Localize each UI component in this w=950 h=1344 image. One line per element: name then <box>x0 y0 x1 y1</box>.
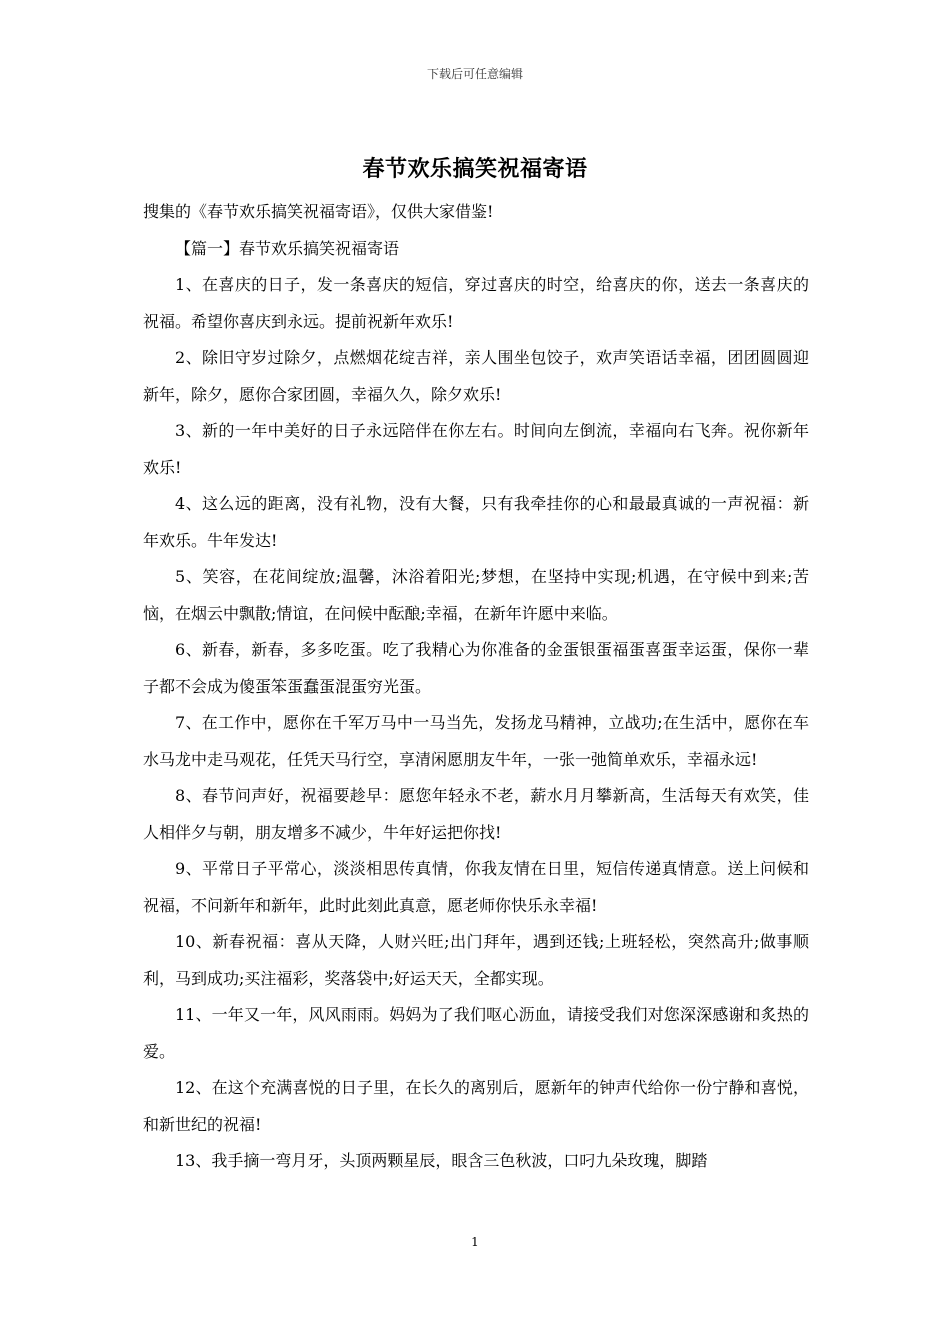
page-number: 1 <box>471 1235 479 1249</box>
wish-paragraph: 7、在工作中，愿你在千军万马中一马当先，发扬龙马精神，立战功;在生活中，愿你在车水马龙中走马观花，任凭天马行空，享清闲愿朋友牛年，一张一弛简单欢乐，幸福永远! <box>143 713 809 769</box>
section-heading: 【篇一】春节欢乐搞笑祝福寄语 <box>175 238 400 258</box>
wish-paragraph: 8、春节问声好，祝福要趁早：愿您年轻永不老，薪水月月攀新高，生活每天有欢笑，佳人相伴夕与朝，朋友增多不减少，牛年好运把你找! <box>143 786 809 842</box>
page-header: 下载后可任意编辑 <box>426 67 523 81</box>
wish-paragraph: 13、我手摘一弯月牙，头顶两颗星辰，眼含三色秋波，口叼九朵玫瑰，脚踏 <box>175 1151 708 1170</box>
wish-paragraph: 10、新春祝福：喜从天降，人财兴旺;出门拜年，遇到还钱;上班轻松，突然高升;做事顺利，马到成功;买注福彩，奖落袋中;好运天天，全都实现。 <box>143 932 809 988</box>
wish-paragraph: 4、这么远的距离，没有礼物，没有大餐，只有我牵挂你的心和最最真诚的一声祝福：新年欢乐。牛年发达! <box>143 494 809 550</box>
wish-paragraph: 11、一年又一年，风风雨雨。妈妈为了我们呕心沥血，请接受我们对您深深感谢和炙热的爱。 <box>143 1005 809 1061</box>
wish-paragraph: 6、新春，新春，多多吃蛋。吃了我精心为你准备的金蛋银蛋福蛋喜蛋幸运蛋，保你一辈子都不会成为傻蛋笨蛋蠢蛋混蛋穷光蛋。 <box>143 640 809 696</box>
document-title: 春节欢乐搞笑祝福寄语 <box>362 156 588 182</box>
intro-paragraph: 搜集的《春节欢乐搞笑祝福寄语》，仅供大家借鉴! <box>143 202 494 221</box>
wish-paragraph: 1、在喜庆的日子，发一条喜庆的短信，穿过喜庆的时空，给喜庆的你，送去一条喜庆的祝福。希望你喜庆到永远。提前祝新年欢乐! <box>143 275 809 331</box>
wish-paragraph: 2、除旧守岁过除夕，点燃烟花绽吉祥，亲人围坐包饺子，欢声笑语话幸福，团团圆圆迎新年，除夕，愿你合家团圆，幸福久久，除夕欢乐! <box>143 348 809 404</box>
wish-paragraph: 5、笑容，在花间绽放;温馨，沐浴着阳光;梦想，在坚持中实现;机遇，在守候中到来;苦恼，在烟云中飘散;情谊，在问候中酝酿;幸福，在新年许愿中来临。 <box>143 567 809 623</box>
document-body <box>143 194 809 1180</box>
wish-paragraph: 9、平常日子平常心，淡淡相思传真情，你我友情在日里，短信传递真情意。送上问候和祝福，不问新年和新年，此时此刻此真意，愿老师你快乐永幸福! <box>143 859 809 915</box>
wish-paragraph: 3、新的一年中美好的日子永远陪伴在你左右。时间向左倒流，幸福向右飞奔。祝你新年欢乐! <box>143 421 809 477</box>
wish-paragraph: 12、在这个充满喜悦的日子里，在长久的离别后，愿新年的钟声代给你一份宁静和喜悦，和新世纪的祝福! <box>143 1078 809 1134</box>
